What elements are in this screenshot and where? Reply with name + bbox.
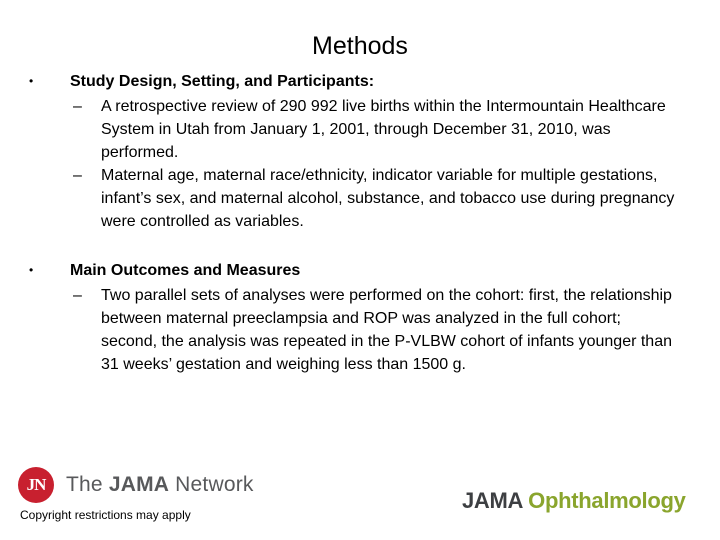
- journal-logo: [462, 488, 686, 514]
- dash: –: [73, 98, 82, 115]
- dash: –: [73, 167, 82, 184]
- section-study-design: [0, 68, 720, 233]
- list-item: [73, 164, 681, 233]
- jama-network-logo: [18, 467, 254, 503]
- section-outcomes: [0, 257, 720, 376]
- network-name-suffix: Network: [169, 473, 254, 496]
- network-name-prefix: The: [66, 473, 109, 496]
- slide-title: Methods: [312, 32, 408, 60]
- journal-name-part1: JAMA: [462, 488, 529, 513]
- list-item: [73, 284, 681, 376]
- list-item-text: Two parallel sets of analyses were performed on the cohort: first, the relationship between maternal preeclampsia and ROP was analyzed in the full cohort; second, the analysis was repeated in the P-VLBW cohort of infants younger than 31 weeks’ gestation and weighing less than 1500 g.: [101, 287, 672, 373]
- jn-logo-icon: JN: [18, 467, 54, 503]
- section-heading: Study Design, Setting, and Participants:: [70, 73, 375, 90]
- copyright-notice: Copyright restrictions may apply: [20, 508, 191, 522]
- dash: –: [73, 287, 82, 304]
- list-item-text: Maternal age, maternal race/ethnicity, indicator variable for multiple gestations, infant’s sex, and maternal alcohol, substance, and tobacco use during pregnancy were controlled as variables.: [101, 167, 675, 230]
- slide-content: [0, 68, 720, 376]
- bullet: •: [29, 74, 34, 88]
- list-item: [73, 95, 681, 164]
- list-item-text: A retrospective review of 290 992 live births within the Intermountain Healthcare System in Utah from January 1, 2001, through December 31, 2010, was performed.: [101, 98, 666, 161]
- bullet: •: [29, 263, 34, 277]
- network-name-bold: JAMA: [108, 473, 170, 496]
- journal-name-part2: Ophthalmology: [528, 488, 686, 513]
- network-name: [66, 473, 254, 497]
- section-heading: Main Outcomes and Measures: [70, 262, 301, 279]
